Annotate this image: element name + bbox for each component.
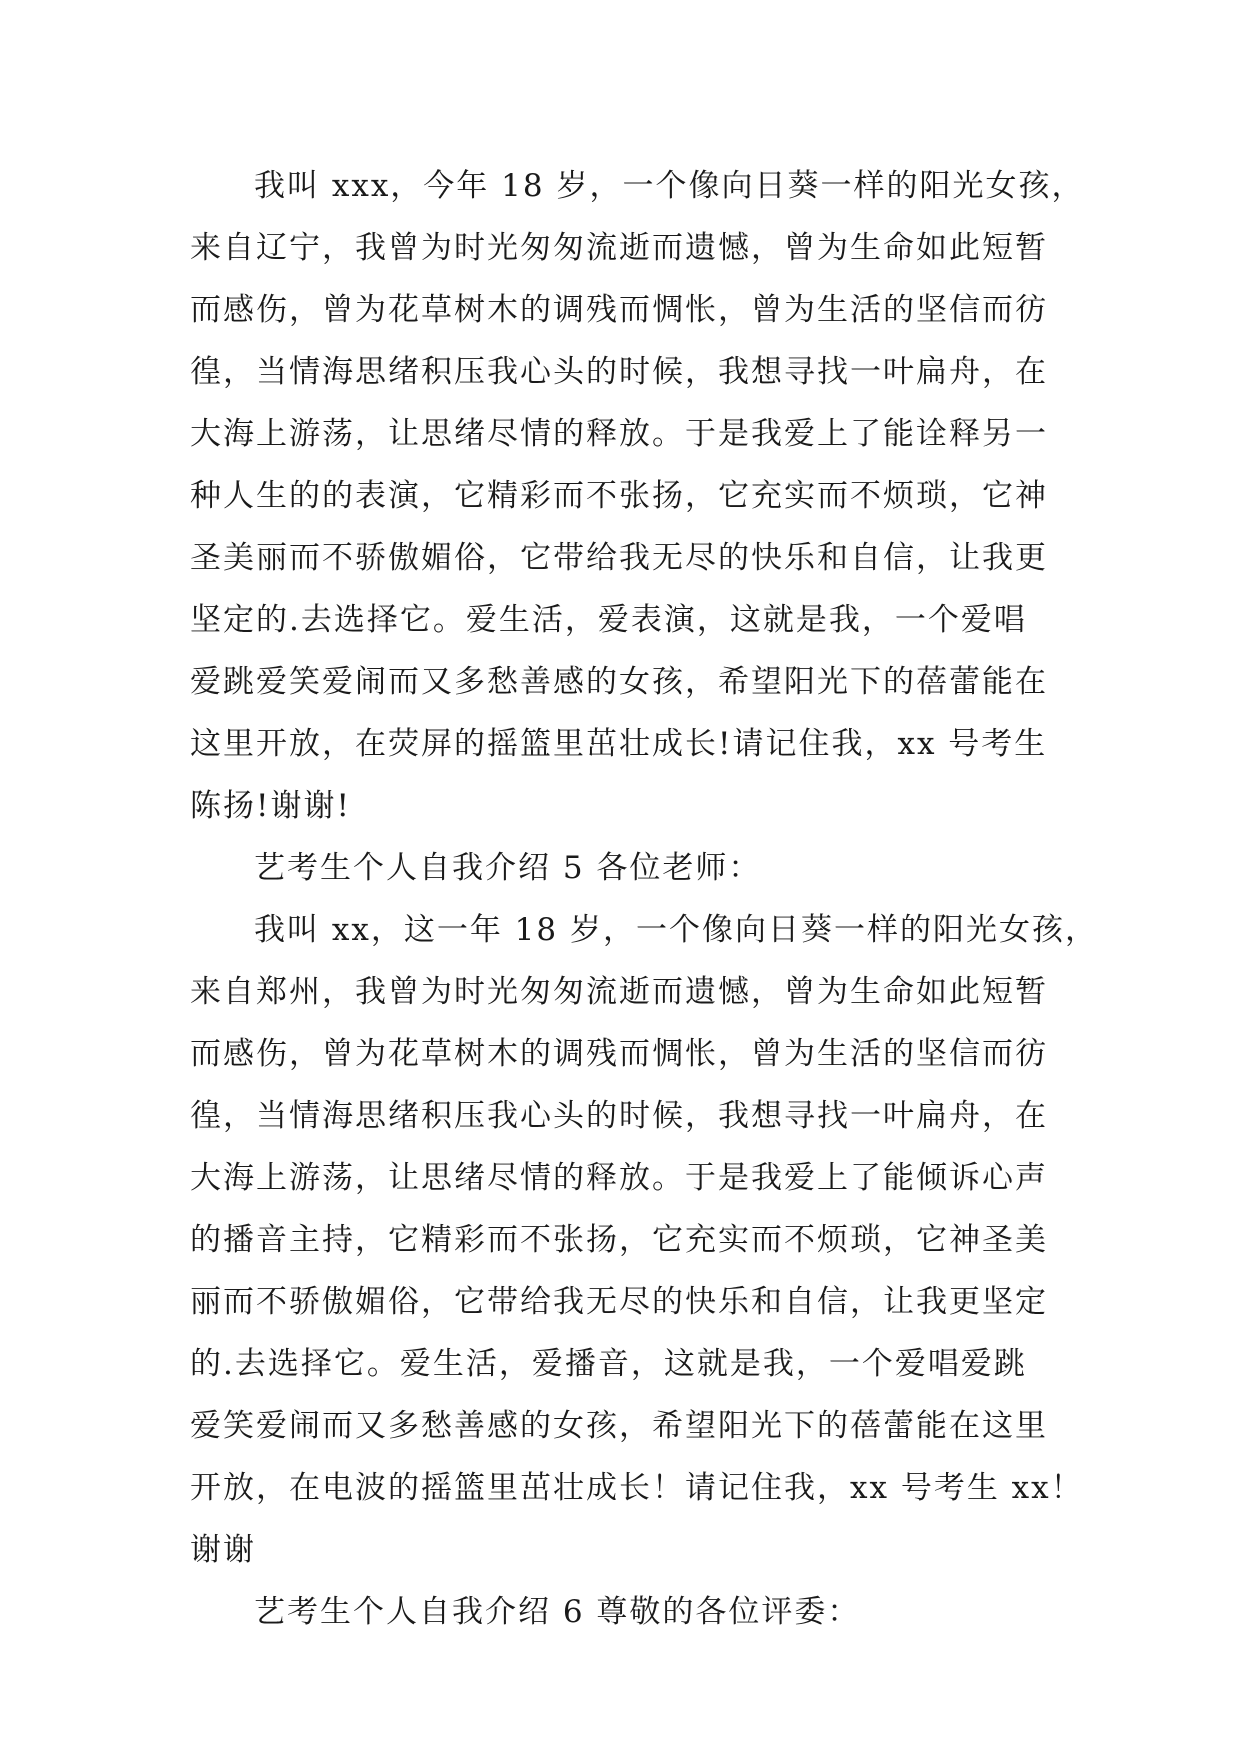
paragraph-2-line: 谢谢 <box>190 1532 256 1568</box>
paragraph-2-line: 丽而不骄傲媚俗，它带给我无尽的快乐和自信，让我更坚定 <box>190 1284 1048 1320</box>
paragraph-1-line: 种人生的的表演，它精彩而不张扬，它充实而不烦琐，它神 <box>190 478 1048 514</box>
paragraph-1-line: 坚定的.去选择它。爱生活，爱表演，这就是我，一个爱唱 <box>190 602 1027 638</box>
paragraph-2-line: 大海上游荡，让思绪尽情的释放。于是我爱上了能倾诉心声 <box>190 1160 1048 1196</box>
paragraph-2-line: 徨，当情海思绪积压我心头的时候，我想寻找一叶扁舟，在 <box>190 1098 1048 1134</box>
paragraph-1-line: 而感伤，曾为花草树木的调残而惆怅，曾为生活的坚信而彷 <box>190 292 1048 328</box>
paragraph-2-line: 我叫 xx，这一年 18 岁，一个像向日葵一样的阳光女孩， <box>254 912 1098 948</box>
paragraph-1-line: 来自辽宁，我曾为时光匆匆流逝而遗憾，曾为生命如此短暂 <box>190 230 1048 266</box>
paragraph-1-line: 这里开放，在荧屏的摇篮里茁壮成长!请记住我，xx 号考生 <box>190 726 1048 762</box>
paragraph-1-line: 陈扬!谢谢! <box>190 788 351 824</box>
paragraph-1-line: 我叫 xxx，今年 18 岁，一个像向日葵一样的阳光女孩， <box>254 168 1085 204</box>
paragraph-1-line: 大海上游荡，让思绪尽情的释放。于是我爱上了能诠释另一 <box>190 416 1048 452</box>
paragraph-2-line: 来自郑州，我曾为时光匆匆流逝而遗憾，曾为生命如此短暂 <box>190 974 1048 1010</box>
paragraph-1-line: 徨，当情海思绪积压我心头的时候，我想寻找一叶扁舟，在 <box>190 354 1048 390</box>
paragraph-1-line: 爱跳爱笑爱闹而又多愁善感的女孩，希望阳光下的蓓蕾能在 <box>190 664 1048 700</box>
paragraph-1-line: 圣美丽而不骄傲媚俗，它带给我无尽的快乐和自信，让我更 <box>190 540 1048 576</box>
paragraph-2-line: 的播音主持，它精彩而不张扬，它充实而不烦琐，它神圣美 <box>190 1222 1048 1258</box>
paragraph-2-line: 开放，在电波的摇篮里茁壮成长！请记住我，xx 号考生 xx！ <box>190 1470 1084 1506</box>
paragraph-2-line: 爱笑爱闹而又多愁善感的女孩，希望阳光下的蓓蕾能在这里 <box>190 1408 1048 1444</box>
paragraph-2-line: 而感伤，曾为花草树木的调残而惆怅，曾为生活的坚信而彷 <box>190 1036 1048 1072</box>
document-body <box>190 155 1098 1643</box>
section-heading-5: 艺考生个人自我介绍 5 各位老师： <box>254 850 762 886</box>
section-heading-6: 艺考生个人自我介绍 6 尊敬的各位评委： <box>254 1594 861 1630</box>
paragraph-2-line: 的.去选择它。爱生活，爱播音，这就是我，一个爱唱爱跳 <box>190 1346 1027 1382</box>
